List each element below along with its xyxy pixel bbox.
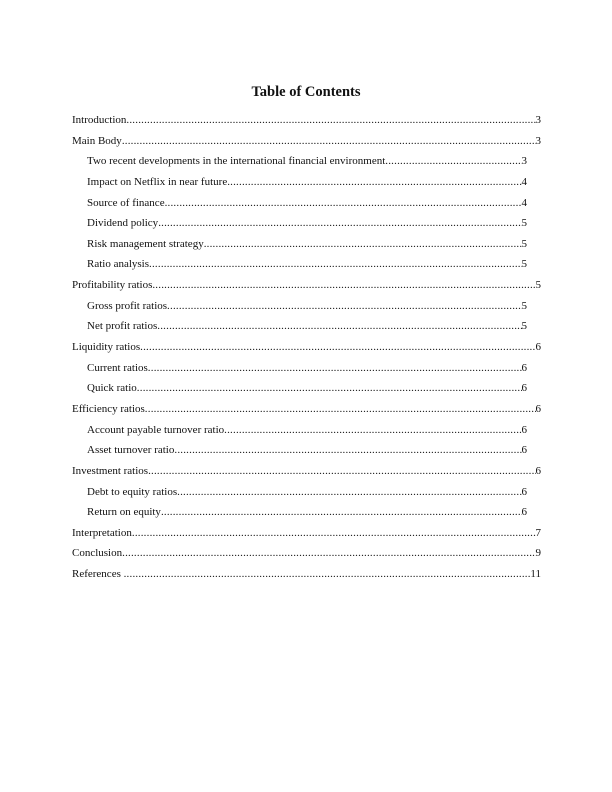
dot-leader: [224, 423, 521, 437]
toc-entry-page: 6: [535, 341, 541, 354]
toc-entry-interpretation[interactable]: [72, 526, 541, 547]
toc-entry-quick-ratio[interactable]: [72, 381, 527, 402]
toc-entry-investment-ratios[interactable]: [72, 464, 541, 485]
toc-entry-label: Account payable turnover ratio: [87, 423, 225, 436]
dot-leader: [140, 340, 535, 354]
table-of-contents: [72, 113, 542, 588]
toc-entry-label: Current ratios: [87, 361, 148, 374]
toc-entry-page: 5: [535, 279, 541, 292]
dot-leader: [149, 257, 521, 271]
toc-entry-label: Profitability ratios: [72, 279, 153, 292]
toc-entry-label: Net profit ratios: [87, 320, 158, 333]
toc-entry-account-payable-turnover[interactable]: [72, 423, 527, 444]
toc-entry-asset-turnover-ratio[interactable]: [72, 443, 527, 464]
toc-entry-label: Debt to equity ratios: [87, 485, 178, 498]
toc-title: Table of Contents: [251, 84, 361, 100]
toc-entry-two-recent-developments[interactable]: [72, 154, 527, 175]
toc-entry-debt-to-equity[interactable]: [72, 485, 527, 506]
toc-entry-impact-on-netflix[interactable]: [72, 175, 527, 196]
toc-entry-page: 3: [535, 114, 541, 126]
toc-entry-net-profit-ratios[interactable]: [72, 319, 527, 340]
toc-entry-label: References: [72, 568, 124, 581]
toc-entry-label: Two recent developments in the international financial environment: [87, 155, 386, 168]
dot-leader: [148, 464, 535, 478]
toc-entry-conclusion[interactable]: [72, 546, 541, 567]
toc-entry-label: Return on equity: [87, 506, 161, 519]
toc-entry-page: 6: [521, 423, 527, 436]
toc-entry-main-body[interactable]: [72, 134, 541, 155]
toc-entry-page: 6: [521, 382, 527, 395]
toc-entry-source-of-finance[interactable]: [72, 196, 527, 217]
toc-entry-profitability-ratios[interactable]: [72, 278, 541, 299]
dot-leader: [177, 485, 521, 499]
dot-leader: [174, 443, 521, 457]
toc-entry-label: Impact on Netflix in near future: [87, 175, 228, 188]
dot-leader: [161, 505, 522, 519]
toc-entry-page: 6: [521, 361, 527, 374]
toc-entry-page: 4: [521, 196, 527, 209]
toc-entry-label: Asset turnover ratio: [87, 444, 175, 457]
toc-entry-page: 9: [535, 547, 541, 560]
toc-entry-page: 6: [521, 444, 527, 457]
dot-leader: [137, 381, 522, 395]
toc-entry-page: 11: [530, 568, 541, 581]
toc-entry-current-ratios[interactable]: [72, 361, 527, 382]
toc-entry-references[interactable]: [72, 567, 541, 588]
toc-entry-label: Gross profit ratios: [87, 299, 168, 312]
toc-entry-label: Dividend policy: [87, 217, 159, 230]
toc-entry-label: Liquidity ratios: [72, 341, 141, 354]
dot-leader: [148, 361, 522, 375]
toc-entry-dividend-policy[interactable]: [72, 216, 527, 237]
dot-leader: [126, 113, 535, 127]
toc-entry-page: 3: [521, 155, 527, 168]
toc-entry-page: 5: [521, 320, 527, 333]
dot-leader: [152, 278, 535, 292]
dot-leader: [227, 175, 521, 189]
dot-leader: [165, 196, 522, 210]
dot-leader: [122, 546, 535, 560]
toc-entry-label: Main Body: [72, 134, 122, 147]
dot-leader: [145, 402, 536, 416]
toc-entry-page: 6: [521, 506, 527, 519]
toc-entry-label: Introduction: [72, 114, 127, 126]
toc-entry-label: Efficiency ratios: [72, 402, 145, 415]
toc-entry-page: 4: [521, 175, 527, 188]
toc-entry-risk-management-strategy[interactable]: [72, 237, 527, 258]
toc-entry-page: 5: [521, 237, 527, 250]
dot-leader: [167, 299, 521, 313]
toc-entry-introduction[interactable]: [72, 113, 541, 134]
toc-entry-label: Quick ratio: [87, 382, 137, 395]
toc-entry-liquidity-ratios[interactable]: [72, 340, 541, 361]
toc-entry-label: Ratio analysis: [87, 258, 150, 271]
dot-leader: [122, 134, 536, 148]
toc-entry-ratio-analysis[interactable]: [72, 257, 527, 278]
toc-entry-page: 5: [521, 258, 527, 271]
dot-leader: [158, 216, 521, 230]
dot-leader: [157, 319, 521, 333]
toc-entry-efficiency-ratios[interactable]: [72, 402, 541, 423]
toc-entry-label: Conclusion: [72, 547, 123, 560]
toc-entry-page: 6: [535, 464, 541, 477]
dot-leader: [132, 526, 536, 540]
toc-entry-return-on-equity[interactable]: [72, 505, 527, 526]
dot-leader: [204, 237, 522, 251]
toc-entry-label: Risk management strategy: [87, 237, 204, 250]
toc-entry-page: 5: [521, 299, 527, 312]
toc-entry-label: Interpretation: [72, 526, 132, 539]
toc-entry-page: 5: [521, 217, 527, 230]
toc-entry-label: Source of finance: [87, 196, 165, 209]
toc-entry-page: 3: [535, 134, 541, 147]
dot-leader: [124, 567, 531, 581]
toc-entry-page: 7: [535, 526, 541, 539]
toc-entry-page: 6: [535, 402, 541, 415]
dot-leader: [385, 154, 521, 168]
toc-entry-page: 6: [521, 485, 527, 498]
toc-entry-gross-profit-ratios[interactable]: [72, 299, 527, 320]
toc-entry-label: Investment ratios: [72, 464, 149, 477]
